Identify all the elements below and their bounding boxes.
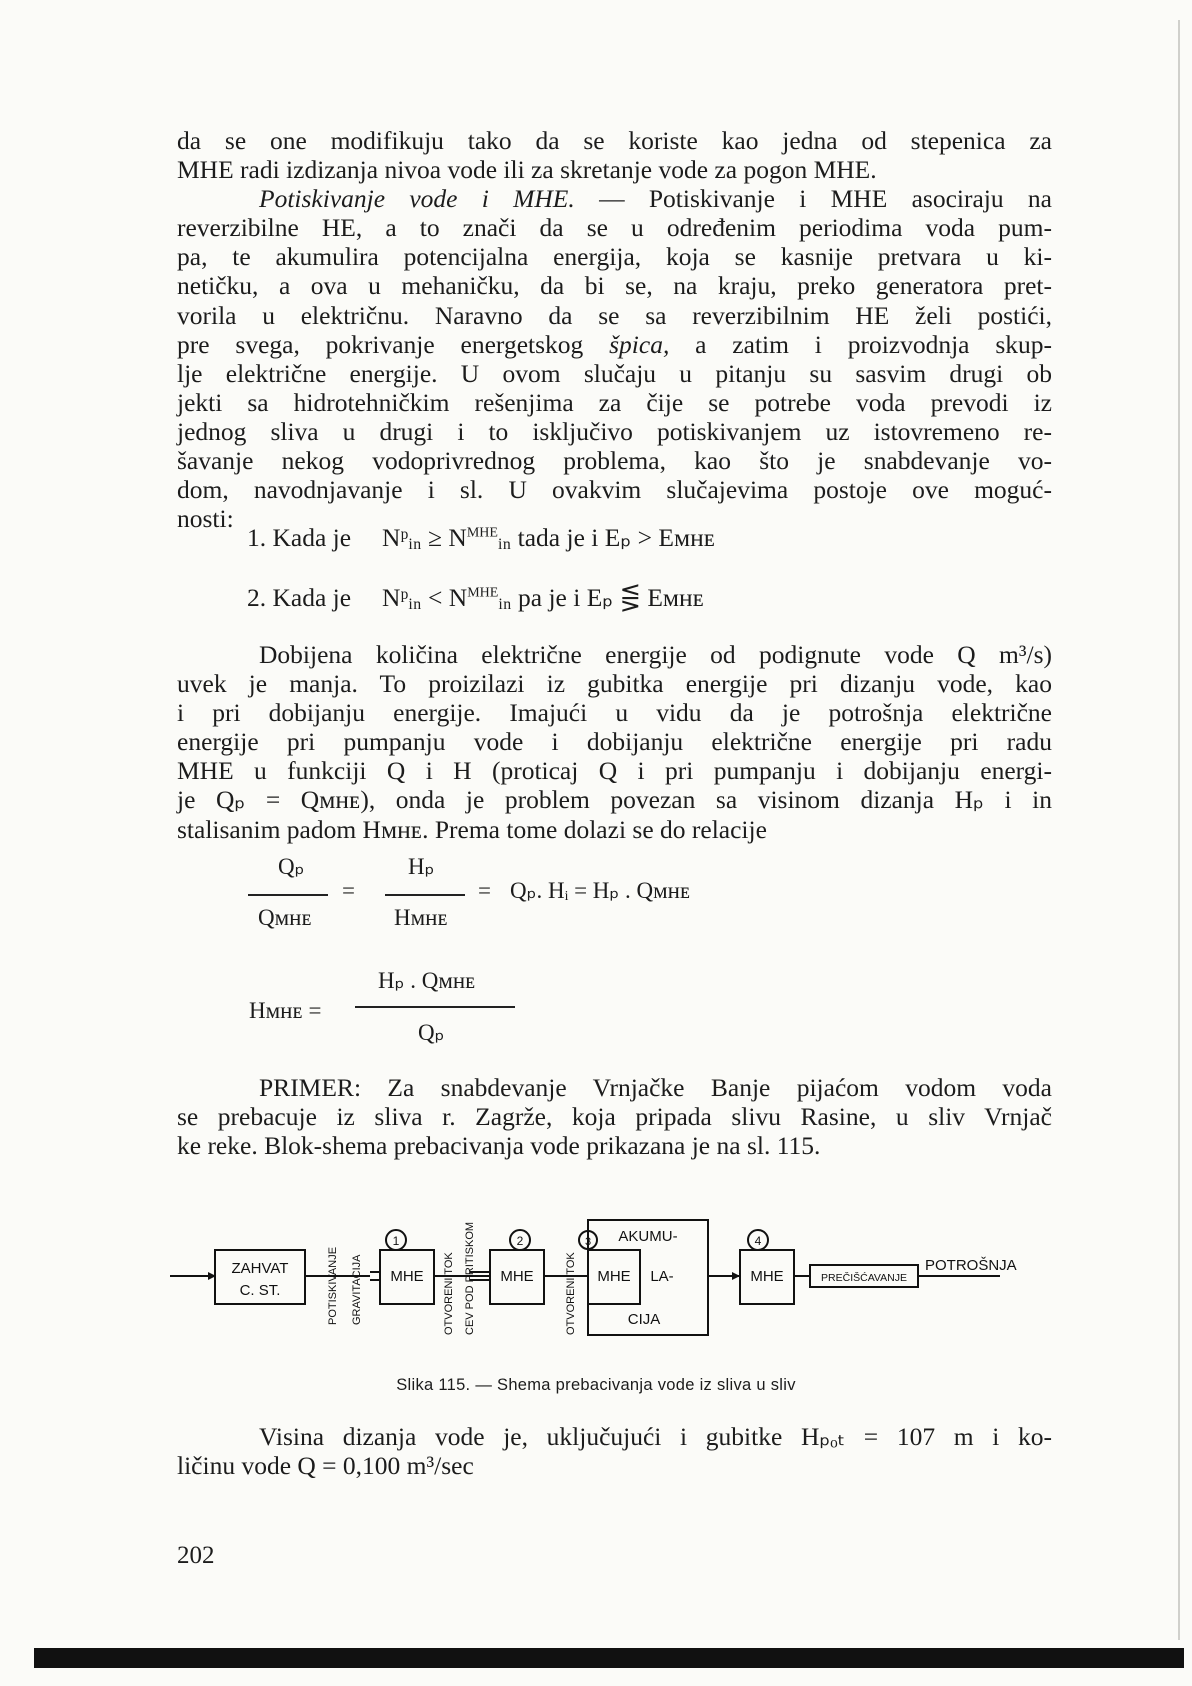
math-sub: in [497, 536, 512, 554]
zahvat-label: ZAHVAT [231, 1260, 289, 1277]
italic-term: špica, [609, 329, 670, 359]
text-line: vorila u električnu. Naravno da se sa reverzibilnim HE želi postići, [177, 300, 1052, 330]
circle-number: 4 [754, 1234, 762, 1248]
math-sub: in [498, 596, 512, 614]
precis-label: PREČIŠĆAVANJE [821, 1272, 907, 1284]
akumulacija-label: LA- [650, 1268, 674, 1285]
text-line: jekti sa hidrotehničkim rešenjima za čije se potrebe voda prevodi iz [177, 387, 1052, 417]
math: Nᵖ [382, 583, 409, 612]
body-text-2 [177, 640, 1052, 844]
section-heading: Potiskivanje vode i MHE. [259, 184, 575, 214]
math-sub: in [408, 536, 422, 554]
text-line: se prebacuje iz sliva r. Zagrže, koja pripada slivu Rasine, u sliv Vrnjač [177, 1102, 1052, 1132]
text-line: lje električne energije. U ovom slučaju u pitanju su sasvim drugi ob [177, 358, 1052, 388]
math: < N [421, 583, 468, 612]
text-line: i pri dobijanju energije. Imajući u vidu da je potrošnja električne [177, 698, 1052, 728]
fraction-denominator: Hᴍʜᴇ [394, 905, 448, 930]
fraction-bar [355, 1006, 515, 1008]
paragraph-1 [177, 126, 1052, 184]
circle-number: 3 [584, 1236, 592, 1248]
zahvat-label: C. ST. [239, 1282, 281, 1299]
text-line [177, 330, 1052, 359]
formula-rhs: Qₚ. Hᵢ = Hₚ . Qᴍʜᴇ [510, 878, 691, 903]
paragraph-2 [177, 184, 1052, 533]
text-line: Dobijena količina električne energije od podignute vode Q m³/s) [259, 640, 1052, 669]
math: tada je i Eₚ > Eᴍʜᴇ [511, 523, 716, 552]
fraction-bar [385, 894, 465, 896]
text-line [177, 184, 1052, 213]
vertical-label: POTISKIVANJE [327, 1246, 339, 1325]
body-text [177, 126, 1052, 533]
mhe-label: MHE [500, 1268, 534, 1285]
text-line: da se one modifikuju tako da se koriste kao jedna od stepenica za [177, 126, 1052, 155]
paragraph-3 [177, 640, 1052, 844]
fraction-numerator: Hₚ . Qᴍʜᴇ [378, 968, 476, 993]
condition-number: 1. Kada je [247, 523, 352, 552]
text-line: je Qₚ = Qᴍʜᴇ), onda je problem povezan sa visinom dizanja Hₚ i in [177, 785, 1052, 815]
potrosnja-label: POTROŠNJA [925, 1257, 1017, 1274]
akumulacija-label: CIJA [627, 1311, 661, 1328]
fraction-numerator: Qₚ [278, 854, 305, 879]
mhe-label: MHE [390, 1268, 424, 1285]
math: Nᵖ [382, 523, 409, 552]
condition-2 [247, 583, 704, 614]
text-line: ličinu vode Q = 0,100 m³/sec [177, 1451, 474, 1481]
text-line: energije pri pumpanju vode i dobijanju električne energije pri radu [177, 727, 1052, 757]
vertical-label: CEV POD PRITISKOM [464, 1221, 476, 1335]
paragraph-5 [177, 1422, 1052, 1480]
text-line: MHE radi izdizanja nivoa vode ili za skretanje vode za pogon MHE. [177, 155, 877, 185]
condition-1 [247, 523, 715, 554]
akumulacija-label: AKUMU- [618, 1228, 678, 1245]
paragraph-4 [177, 1073, 1052, 1160]
text-line: nosti: [177, 504, 234, 534]
text-line: jednog sliva u drugi i to isključivo potiskivanjem uz istovremeno re- [177, 416, 1052, 446]
mhe-label: MHE [597, 1268, 631, 1285]
page-edge [1178, 20, 1180, 1640]
equals-sign: = [478, 878, 491, 903]
text-line: reverzibilne HE, a to znači da se u određenim periodima voda pum- [177, 213, 1052, 243]
scan-edge-bar [34, 1648, 1184, 1668]
mhe-label: MHE [750, 1268, 784, 1285]
text-line: netičku, a ova u mehaničku, da bi se, na kraju, preko generatora pret- [177, 271, 1052, 301]
text-line: stalisanim padom Hᴍʜᴇ. Prema tome dolazi se do relacije [177, 814, 767, 844]
text-line: uvek je manja. To proizilazi iz gubitka energije pri dizanju vode, kao [177, 669, 1052, 699]
math-sub: in [408, 596, 422, 614]
circle-number: 1 [392, 1234, 400, 1248]
math: ≥ N [421, 523, 467, 552]
circle-number: 2 [516, 1234, 524, 1248]
vertical-label: OTVORENI TOK [565, 1252, 577, 1335]
arrow-head-icon [732, 1272, 740, 1280]
vertical-label: GRAVITACIJA [351, 1254, 363, 1325]
equals-sign: = [342, 878, 355, 903]
math: pa je i Eₚ ⋚ Eᴍʜᴇ [511, 583, 705, 612]
fraction-denominator: Qₚ [418, 1020, 445, 1045]
text-span: a zatim i proizvodnja skup- [669, 329, 1052, 359]
text-line: ke reke. Blok-shema prebacivanja vode prikazana je na sl. 115. [177, 1131, 821, 1161]
vertical-label: OTVORENI TOK [443, 1252, 455, 1335]
text-line: PRIMER: Za snabdevanje Vrnjačke Banje pijaćom vodom voda [259, 1073, 1052, 1102]
text-line: MHE u funkciji Q i H (proticaj Q i pri pumpanju i dobijanju energi- [177, 756, 1052, 786]
condition-number: 2. Kada je [247, 583, 352, 612]
body-text-3 [177, 1073, 1052, 1160]
fraction-numerator: Hₚ [408, 854, 435, 879]
text-line: Visina dizanja vode je, uključujući i gubitke Hₚₒₜ = 107 m i ko- [259, 1422, 1052, 1451]
text-span: — Potiskivanje i MHE asociraju na [574, 184, 1052, 214]
math-sup: MHE [466, 525, 498, 541]
text-line: šavanje nekog vodoprivrednog problema, kao što je snabdevanje vo- [177, 446, 1052, 476]
figure-caption: Slika 115. — Shema prebacivanja vode iz sliva u sliv [396, 1376, 796, 1394]
fraction-bar [248, 894, 328, 896]
formula-lhs: Hᴍʜᴇ = [249, 998, 322, 1023]
text-span: pre svega, pokrivanje energetskog [177, 329, 610, 359]
text-line: pa, te akumulira potencijalna energija, koja se kasnije pretvara u ki- [177, 242, 1052, 272]
text-line: dom, navodnjavanje i sl. U ovakvim slučajevima postoje ove moguć- [177, 475, 1052, 505]
math-sup: MHE [467, 585, 499, 601]
page-number: 202 [177, 1542, 215, 1569]
body-text-4 [177, 1422, 1052, 1480]
fraction-denominator: Qᴍʜᴇ [258, 905, 312, 930]
block-diagram [170, 1185, 1070, 1360]
